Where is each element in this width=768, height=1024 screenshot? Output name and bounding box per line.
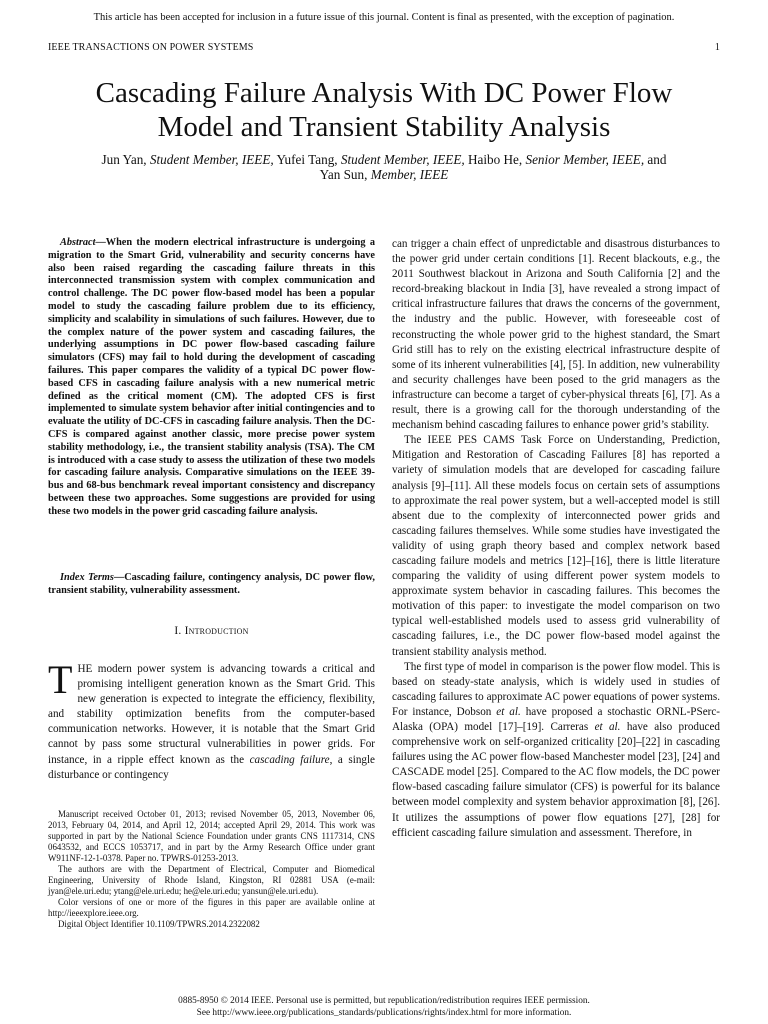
introduction-paragraph [48, 657, 375, 783]
acceptance-banner: This article has been accepted for inclusion in a future issue of this journal. Content is final as presented, with the exception of pagination. [93, 12, 675, 23]
running-header [48, 42, 720, 53]
footnote-affiliation: The authors are with the Department of Electrical, Computer and Biomedical Engineering, University of Rhode Island, Kingston, RI 02881 USA (e-mail: jyan@ele.uri.edu; ytang@ele.uri.edu; he@ele.uri.edu; yansun@ele.uri.edu). [48, 864, 375, 896]
author-name: Jun Yan, [101, 152, 147, 167]
abstract [48, 237, 375, 519]
body-emphasis: et al. [594, 721, 621, 733]
footnote-color: Color versions of one or more of the figures in this paper are available online at http://ieeexplore.ieee.org. [48, 897, 375, 918]
section-heading [48, 625, 375, 637]
body-text: have also produced comprehensive work on self-organized criticality [20]–[22] in cascading failures using the AC power flow-based Manchester model [23], [24] and CASCADE model [25]. Compared to the AC flow models, the DC power flow-based cascading failure simulator (CFS) is powerful for its balance between model complexity and system behavior approximation [8], [26]. It utilizes the assumptions of power flow equations [27], [28] for efficient cascading failure simulation and assessment. Therefore, in [392, 721, 720, 839]
author-name: Yan Sun, [319, 167, 368, 182]
footnote-doi: Digital Object Identifier 10.1109/TPWRS.2014.2322082 [58, 919, 260, 929]
body-paragraph: can trigger a chain effect of unpredictable and disastrous disturbances to the power grid under certain conditions [1]. Recent blackouts, e.g., the 2011 Southwest blackout in Arizona and South California [2] and the record-breaking blackout in India [3], have revealed a strong impact of critical infrastructure failures that draws the concerns of the government, the industry and the public. However, with foreseeable cost of reconstructing the whole power grid to the highest standard, the Smart Grid still has to rely on the existing electrical infrastructure despite of some of its inherent vulnerabilities [4], [5]. In addition, new vulnerability and security challenges have been posed to the grid managers as the infrastructure can become a target of cyber-physical threats [6], [7]. As a result, there is a growing call for the thorough understanding of the mechanism behind cascading failures to enhance power grid’s stability. [392, 238, 720, 432]
body-text: have proposed a stochastic ORNL-PSerc-Alaska (OPA) model [17]–[19]. Carreras [392, 705, 721, 733]
index-terms-lead: Index Terms [60, 572, 114, 583]
copyright-footer [0, 995, 768, 1019]
index-terms-text: —Cascading failure, contingency analysis, DC power flow, transient stability, vulnerability assessment. [48, 572, 375, 596]
drop-cap: T [48, 657, 73, 702]
title-line-1: Cascading Failure Analysis With DC Power Flow [95, 77, 673, 109]
index-terms [48, 572, 375, 598]
author-role: Senior Member, IEEE, [525, 152, 645, 167]
paper-title [30, 76, 738, 144]
journal-name: IEEE TRANSACTIONS ON POWER SYSTEMS [48, 42, 254, 53]
rights-url-line: See http://www.ieee.org/publications_standards/publications/rights/index.html for more information. [196, 1008, 572, 1018]
body-text: The first type of model in comparison is the power flow model. This is based on steady-state analysis, which is widely used in studies of cascading failures to approximate AC power equations of power systems. For instance, Dobson [392, 660, 720, 718]
page-number: 1 [714, 42, 720, 53]
author-name: Yufei Tang, [276, 152, 338, 167]
footnote-manuscript: Manuscript received October 01, 2013; revised November 05, 2013, November 06, 2013, February 04, 2014, and April 12, 2014; accepted April 29, 2014. This work was supported in part by the National Science Foundation under grants CNS 1117314, CNS 0643532, and ECCS 1053717, and in part by the Army Research Office under grant W911NF-12-1-0378. Paper no. TPWRS-01253-2013. [48, 809, 375, 863]
intro-text-b: , a single disturbance or contingency [48, 753, 375, 781]
author-name: Haibo He, [467, 152, 523, 167]
intro-text-a: HE modern power system is advancing towards a critical and promising intelligent generation known as the Smart Grid. This new generation is expected to integrate the efficiency, flexibility, and stability optimization benefits from the computer-based communication networks. However, it is notable that the Smart Grid cannot by pass some structural vulnerabilities in power grids. For instance, in a ripple effect known as the [48, 663, 375, 766]
author-conjunction: and [647, 152, 667, 167]
section-number: I. [174, 625, 182, 637]
abstract-lead: Abstract [60, 237, 96, 248]
author-role: Student Member, IEEE, [149, 152, 274, 167]
copyright-line: 0885-8950 © 2014 IEEE. Personal use is permitted, but republication/redistribution requires IEEE permission. [178, 996, 590, 1006]
title-line-2: Model and Transient Stability Analysis [157, 111, 611, 143]
author-list [40, 152, 728, 182]
first-page-footnote [48, 809, 375, 930]
section-title: Introduction [184, 625, 249, 637]
body-emphasis: et al. [496, 705, 521, 718]
body-paragraph: The IEEE PES CAMS Task Force on Understanding, Prediction, Mitigation and Restoration of Cascading Failures [8] has reported a variety of simulation models that are developed for cascading failure analysis [9]–[11]. All these models focus on certain sets of assumptions to approximate the real power system, but a well-accepted model is still absent due to the complexity of interconnected power grids and cascading failures themselves. While some studies have investigated the validity of using graph theory based and complex network based cascading failure models and metrics [12]–[16], there is little literature comparing the validity of using different power system models to approximate system behavior in cascading failures. This becomes the motivation of this paper: to investigate the model comparison on two typical well-established models used to assess grid vulnerability of cascading failures, i.e., the DC power flow-based model against the transient stability analysis method. [392, 434, 720, 658]
author-role: Member, IEEE [370, 167, 449, 182]
right-column-text [392, 237, 720, 841]
author-role: Student Member, IEEE, [340, 152, 465, 167]
intro-emphasis: cascading failure [249, 753, 330, 766]
body-paragraph [392, 660, 720, 841]
abstract-text: —When the modern electrical infrastructure is undergoing a migration to the Smart Grid, vulnerability and security concerns have also been raised regarding the cascading failure threats in this interconnected transmission system with complex communication and control challenge. The DC power flow-based model has been a popular model to study the cascading failure problem due to its efficiency, simplicity and scalability in simulations of such failures. However, due to the complex nature of the power system and cascading failures, the underlying assumptions in DC power flow-based cascading failure simulators (CFS) may fail to hold during the development of cascading failures. This paper compares the validity of a typical DC power flow-based CFS in cascading failure analysis with a new numerical metric defined as the critical moment (CM). The adopted CFS is first implemented to simulate system behavior after initial contingencies and to evaluate the utility of DC-CFS in cascading failure analysis. Then the DC-CFS is compared against another classic, more precise power system stability methodology, i.e., the transient stability analysis (TSA). The CM is introduced with a case study to assess the utilization of these two models for cascading failure analysis. Comparative simulations on the IEEE 39-bus and 68-bus benchmark reveal important consistency and discrepancy between these two approaches. Some suggestions are provided for using these two models in the power grid cascading failure analysis. [48, 237, 375, 517]
